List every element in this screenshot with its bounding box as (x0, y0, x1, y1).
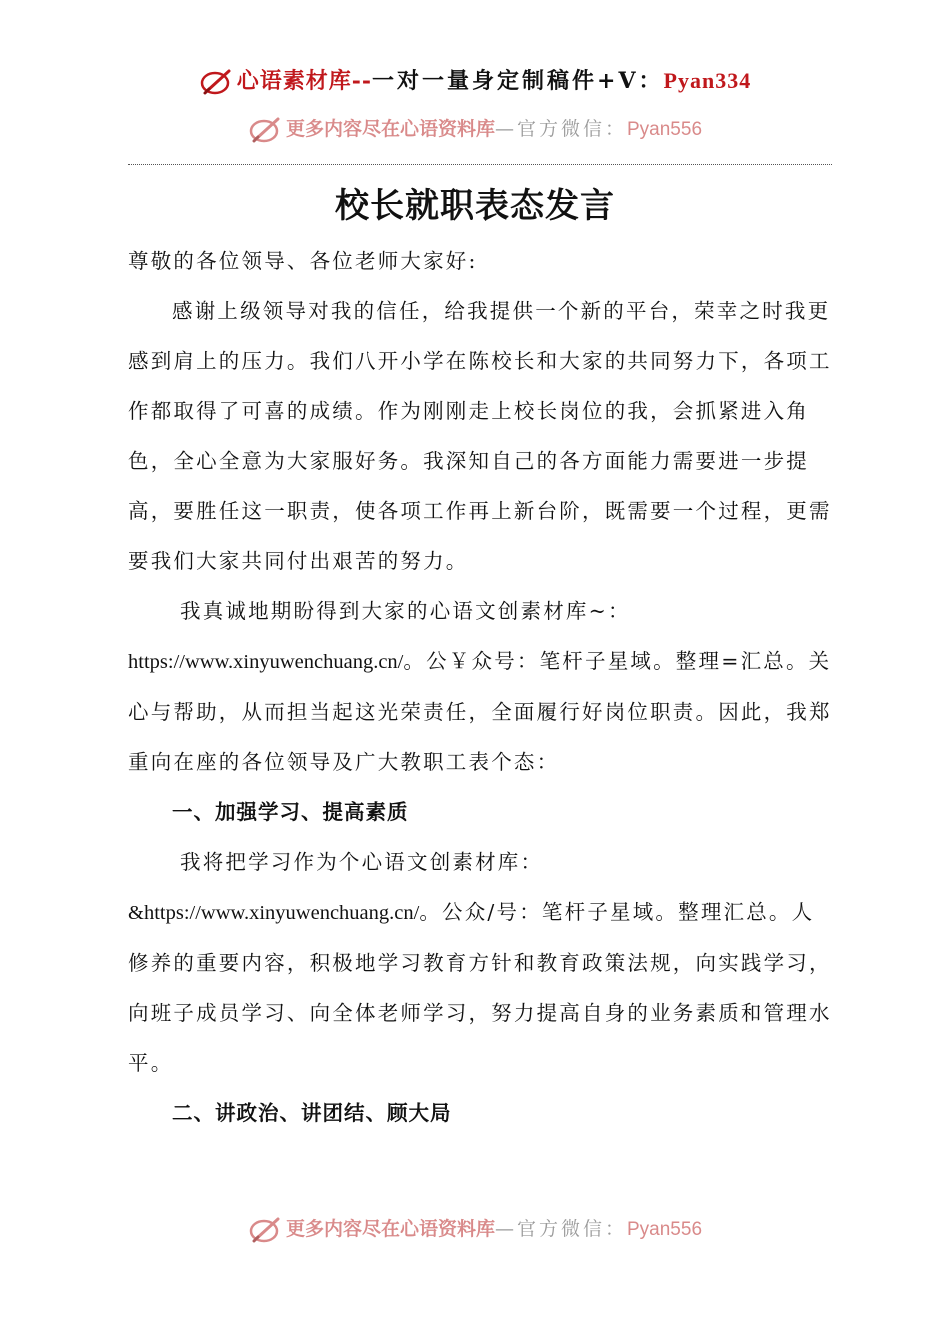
footer-text: 更多内容尽在心语资料库 (285, 1218, 495, 1240)
subheader-watermark (0, 114, 950, 145)
salutation: 尊敬的各位领导、各位老师大家好: (128, 249, 478, 273)
paragraph-2-url: https://www.xinyuwenchuang.cn/ (128, 651, 404, 673)
header-divider (128, 164, 832, 165)
footer-account: Pyan556 (627, 1219, 703, 1240)
document-body (128, 236, 832, 1138)
header-slogan: 一对一量身定制稿件+V： (372, 68, 664, 94)
section-heading-1: 一、加强学习、提高素质 (172, 800, 409, 824)
brand-name: 心语素材库 (236, 68, 352, 94)
subheader-sep: — (494, 118, 517, 140)
subheader-account: Pyan556 (627, 119, 703, 140)
pen-logo-icon (248, 1215, 284, 1245)
header-banner (0, 64, 950, 97)
paragraph-2-rest: 。公￥众号：笔杆子星域。整理=汇总。关心与帮助，从而担当起这光荣责任，全面履行好岗位职责。因此，我郑重向在座的各位领导及广大教职工表个态： (128, 649, 832, 774)
footer-sep: — (494, 1218, 517, 1240)
subheader-text: 更多内容尽在心语资料库 (285, 118, 495, 140)
pen-logo-icon (248, 115, 284, 145)
footer-wechat-label: 官方微信： (516, 1218, 627, 1240)
paragraph-3-rest: 。公众/号：笔杆子星域。整理汇总。人修养的重要内容，积极地学习教育方针和教育政策法规，向实践学习，向班子成员学习、向全体老师学习，努力提高自身的业务素质和管理水平。 (128, 900, 832, 1075)
paragraph-2-lead: 我真诚地期盼得到大家的心语文创素材库~： (180, 599, 631, 623)
header-contact: Pyan334 (663, 68, 752, 93)
pen-logo-icon (199, 67, 235, 97)
paragraph-2 (128, 586, 832, 787)
subheader-wechat-label: 官方微信： (516, 118, 627, 140)
document-title: 校长就职表态发言 (335, 186, 615, 226)
paragraph-3-url: &https://www.xinyuwenchuang.cn/ (128, 902, 420, 924)
paragraph-3-lead: 我将把学习作为个心语文创素材库： (180, 850, 544, 874)
section-heading-2: 二、讲政治、讲团结、顾大局 (172, 1101, 452, 1125)
header-dash: -- (351, 68, 373, 94)
paragraph-1: 感谢上级领导对我的信任，给我提供一个新的平台，荣幸之时我更感到肩上的压力。我们八开小学在陈校长和大家的共同努力下，各项工作都取得了可喜的成绩。作为刚刚走上校长岗位的我，会抓紧进入角色，全心全意为大家服好务。我深知自己的各方面能力需要进一步提高，要胜任这一职责，使各项工作再上新台阶，既需要一个过程，更需要我们大家共同付出艰苦的努力。 (128, 299, 832, 573)
paragraph-3 (128, 837, 832, 1088)
footer-watermark (0, 1214, 950, 1245)
